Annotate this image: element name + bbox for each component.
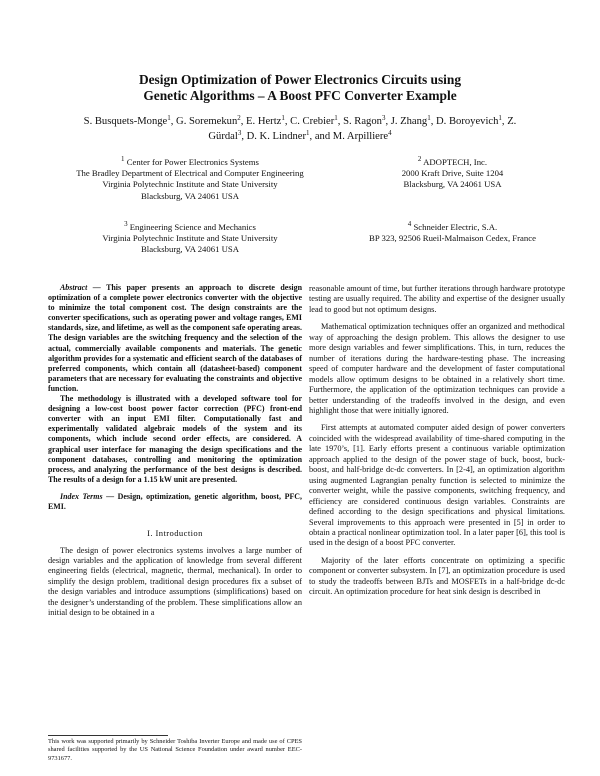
affiliation-line	[40, 157, 340, 168]
spacer	[309, 549, 565, 556]
affiliation-line: The Bradley Department of Electrical and Computer Engineering	[76, 168, 304, 179]
index-terms-label: Index Terms	[60, 491, 103, 501]
author-name: Gürdal	[208, 131, 238, 142]
affiliation-line: Virginia Polytechnic Institute and State University	[102, 233, 278, 244]
affiliation-text: ADOPTECH, Inc.	[423, 157, 488, 167]
author-sup: 1	[281, 114, 285, 122]
affiliation-2	[340, 157, 565, 191]
author-name: C. Crebier	[290, 116, 335, 127]
author-sup: 3	[381, 114, 386, 122]
spacer	[309, 315, 565, 322]
affiliation-line: 2000 Kraft Drive, Suite 1204	[401, 168, 504, 179]
affiliation-sup: 2	[417, 155, 422, 163]
affiliation-3	[40, 222, 340, 256]
author-name: M. Arpilliere	[332, 131, 389, 142]
spacer	[48, 539, 302, 546]
affiliation-text: Schneider Electric, S.A.	[413, 222, 498, 232]
author-name: S. Ragon	[343, 116, 382, 127]
paper-title	[40, 72, 560, 104]
affiliation-line	[340, 222, 565, 233]
affiliation-1	[40, 157, 340, 202]
section-heading: I. Introduction	[147, 528, 203, 539]
affiliation-line: BP 323, 92506 Rueil-Malmaison Cedex, France	[369, 233, 536, 244]
affiliation-text: Center for Power Electronics Systems	[126, 157, 259, 167]
affiliation-text: Engineering Science and Mechanics	[129, 222, 256, 232]
body-paragraph: Mathematical optimization techniques offer an organized and methodical way of approaching the design problem. This allows the designer to use more design variables and fewer simplifications. This, in turn, reduces the number of iterations during the hardware-testing phase. The increasing speed of computer hardware and the development of faster computational models allow optimum designs to be obtained in a relatively short time. Furthermore, the application of the optimization techniques can provide a better understanding of the tradeoffs involved in the design, and even highlight those that were initially ignored.	[309, 322, 565, 415]
footnote: This work was supported primarily by Schneider Toshiba Inverter Europe and made use of CPES shared facilities supported by the US National Science Foundation under award number EEC-9731677.	[48, 738, 302, 762]
spacer	[309, 416, 565, 423]
affiliation-line: Blacksburg, VA 24061 USA	[403, 179, 502, 190]
body-paragraph: Majority of the later efforts concentrate on optimizing a specific component or converter subsystem. In [7], an optimization procedure is used to study the tradeoffs between BJTs and MOSFETs in a half-bridge dc-dc circuit. An optimization procedure for heat sink design is described in	[309, 555, 565, 597]
title-line-2: Genetic Algorithms – A Boost PFC Converter Example	[143, 88, 457, 103]
author-sup: 1	[306, 129, 310, 137]
author-name: J. Zhang	[390, 116, 428, 127]
affiliation-line	[40, 222, 340, 233]
affiliation-line: Blacksburg, VA 24061 USA	[141, 244, 239, 255]
author-sup: 1	[334, 114, 338, 122]
right-column	[309, 284, 565, 598]
abstract-paragraph	[48, 283, 302, 394]
index-terms	[48, 492, 302, 512]
intro-paragraph: The design of power electronics systems involves a large number of design variables and the application of knowledge from several different engineering fields (electrical, magnetic, thermal, mechanical). In order to simplify the design problem, traditional design procedures fix a subset of the design variables and introduce assumptions (simplifications) based on the designer’s understanding of the problem. These simplifications allow an initial design to be obtained in a	[48, 545, 302, 618]
author-sup: 1	[427, 114, 431, 122]
index-terms-text: Design, optimization, genetic algorithm, boost, PFC, EMI.	[48, 491, 303, 511]
affiliation-sup: 3	[124, 220, 128, 228]
affiliation-line: Virginia Polytechnic Institute and State University	[102, 179, 278, 190]
author-sup: 3	[237, 129, 242, 137]
body-paragraph: First attempts at automated computer aided design of power converters coincided with the widespread availability of time-shared computing in the late 1970’s, [1]. Early efforts present a continuous variable optimization approach applied to the design of the power stage of buck, boost, buck-boost, and half-bridge dc-dc converters. In [2-4], an optimization algorithm using augmented Lagrangian penalty function is selected to minimize the converter weight, while the passive components, switching frequency, and efficiency are considered continuous design variables. Constraints are defined according to the design specifications and physical limitations. Several improvements to this approach were presented in [5] in order to obtain a practical nonlinear optimization tool. In a later paper [6], this tool is used in the design of a boost PFC converter.	[309, 423, 565, 548]
author-name: E. Hertz	[246, 116, 282, 127]
abstract-dash: —	[87, 283, 107, 292]
author-name: D. Boroyevich	[436, 116, 499, 127]
spacer	[48, 512, 302, 528]
affiliation-line	[340, 157, 565, 168]
author-name: D. K. Lindner	[246, 131, 307, 142]
affiliation-sup: 4	[407, 220, 412, 228]
index-terms-dash: —	[102, 491, 118, 501]
author-line-2: Gürdal$^3$, D. K. Lindner$^1$, and M. Arpilliere$^4$	[208, 129, 392, 142]
spacer	[48, 485, 302, 492]
affiliation-sup: 1	[121, 155, 125, 163]
author-name: G. Soremekun	[176, 116, 238, 127]
footnote-rule	[48, 735, 168, 736]
author-name-fragment: Z.	[507, 116, 517, 127]
affiliation-4	[340, 222, 565, 244]
author-sup: 2	[237, 114, 241, 122]
left-column	[48, 283, 302, 619]
author-list	[40, 114, 560, 144]
author-name: S. Busquets-Monge	[83, 116, 168, 127]
author-line-1: S. Busquets-Monge$^1$, G. Soremekun$^2$, E. Hertz$^1$, C. Crebier$^1$, S. Ragon$^3$, J. Zhang$^1$, D. Boroyevich$^1$, Z.	[83, 114, 517, 127]
body-paragraph: reasonable amount of time, but further iterations through hardware prototype testing are usually required. The ability and expertise of the designer usually lead to good but not optimum designs.	[309, 284, 565, 314]
title-line-1: Design Optimization of Power Electronics Circuits using	[138, 72, 462, 87]
abstract-paragraph-2: The methodology is illustrated with a developed software tool for designing a low-cost boost power factor correction (PFC) front-end converter with an input EMI filter. Computationally fast and experimentally validated algebraic models of the system and its components, which include second order effects, are considered. A graphical user interface for managing the design specifications and the component databases, controlling and monitoring the optimization process, and analyzing the performance of the best designs is described. The results of a design for a 1.15 kW unit are presented.	[48, 394, 302, 484]
author-conjunction: and	[314, 131, 331, 142]
author-sup: 1	[167, 114, 171, 122]
abstract-label: Abstract	[60, 283, 88, 292]
abstract-text: This paper presents an approach to discrete design optimization of a complete power electronics converter with the objective to minimize the total component cost. The design constraints are the converter specifications, such as operating power and voltage ranges, EMI standards, size, and lifetime, as well as the component safe operating areas. The design variables are the switching frequency and the selection of the actual, commercially available components and materials. The genetic algorithm provides for a systematic and efficient search of the databases of preferred components, which contain all (datasheet-based) component parameters that are necessary for evaluating the constraints and objective function.	[48, 283, 303, 393]
affiliation-line: Blacksburg, VA 24061 USA	[141, 190, 239, 201]
author-sup: 4	[388, 129, 392, 137]
author-sup: 1	[498, 114, 502, 122]
